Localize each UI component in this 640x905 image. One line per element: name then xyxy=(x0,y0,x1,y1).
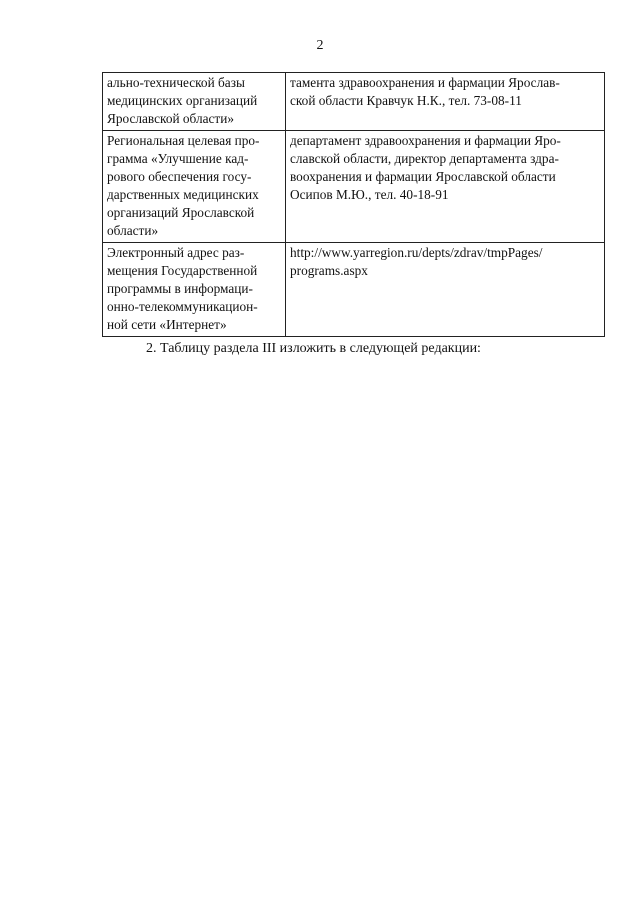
table-cell-responsible: тамента здравоохранения и фармации Ярослав- ской области Кравчук Н.К., тел. 73-08-11 xyxy=(286,73,605,131)
table-cell-program-name: ально-технической базы медицинских организаций Ярославской области» xyxy=(103,73,286,131)
page-number: 2 xyxy=(316,38,324,53)
table-row xyxy=(103,243,605,337)
table-cell-address-label: Электронный адрес раз- мещения Государственной программы в информаци- онно-телекоммуникацион- ной сети «Интернет» xyxy=(103,243,286,337)
table-row xyxy=(103,73,605,131)
table-cell-program-name: Региональная целевая про- грамма «Улучшение кад- рового обеспечения госу- дарственных медицинских организаций Ярославской области» xyxy=(103,131,286,243)
program-passport-table xyxy=(102,72,605,337)
table-row xyxy=(103,131,605,243)
instruction-paragraph: 2. Таблицу раздела III изложить в следующей редакции: xyxy=(146,341,481,356)
table-cell-url[interactable]: http://www.yarregion.ru/depts/zdrav/tmpPages/ programs.aspx xyxy=(286,243,605,337)
table-cell-responsible: департамент здравоохранения и фармации Яро- славской области, директор департамента здра- воохранения и фармации Ярославской области Осипов М.Ю., тел. 40-18-91 xyxy=(286,131,605,243)
